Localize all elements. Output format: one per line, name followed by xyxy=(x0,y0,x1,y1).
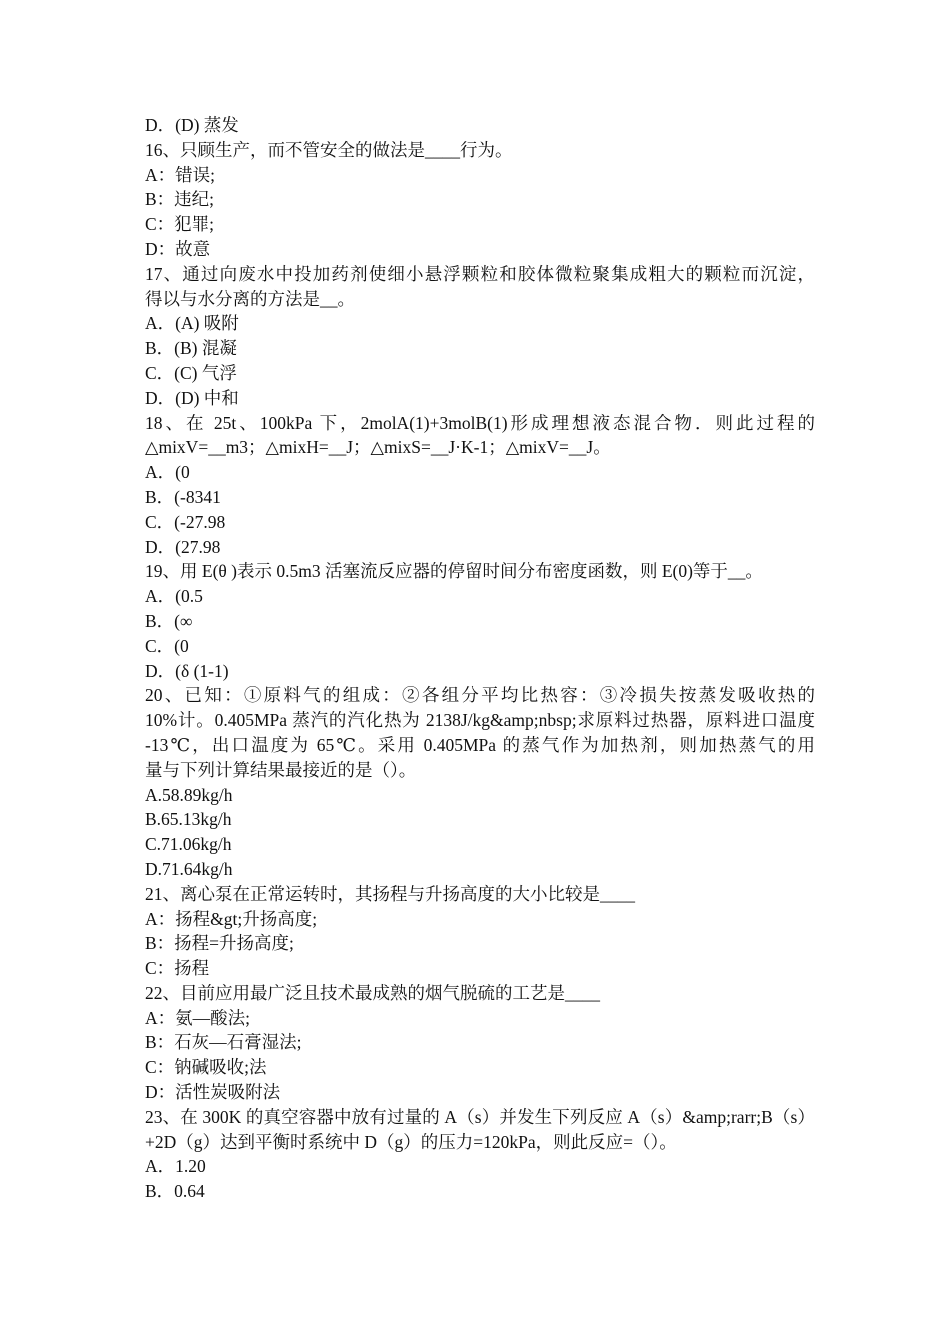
option-b: B：扬程=升扬高度; xyxy=(145,933,294,954)
option-b: B．(B) 混凝 xyxy=(145,338,237,359)
option-a: A：氨—酸法; xyxy=(145,1007,250,1028)
option-b: B．(∞ xyxy=(145,610,193,631)
option-d: D：活性炭吸附法 xyxy=(145,1082,281,1103)
document-body xyxy=(145,113,815,1204)
question-17-cont: 得以与水分离的方法是__。 xyxy=(145,288,355,309)
question-23-cont: +2D（g）达到平衡时系统中 D（g）的压力=120kPa，则此反应=（）。 xyxy=(145,1131,677,1152)
question-20-cont: 10%计。0.405MPa 蒸汽的汽化热为 2138J/kg&amp;nbsp;求原料过热器，原料进口温度 xyxy=(145,710,815,731)
question-18-cont: △mixV=__m3；△mixH=__J；△mixS=__J·K-1；△mixV=__J。 xyxy=(145,437,611,458)
option-c: C.71.06kg/h xyxy=(145,834,232,855)
question-17: 17、通过向废水中投加药剂使细小悬浮颗粒和胶体微粒聚集成粗大的颗粒而沉淀， xyxy=(145,263,815,284)
question-22: 22、目前应用最广泛且技术最成熟的烟气脱硫的工艺是____ xyxy=(145,982,600,1003)
option-b: B.65.13kg/h xyxy=(145,809,232,830)
question-19: 19、用 E(θ )表示 0.5m3 活塞流反应器的停留时间分布密度函数，则 E(0)等于__。 xyxy=(145,561,763,582)
option-b: B：违纪; xyxy=(145,189,215,210)
option-c: C：钠碱吸收;法 xyxy=(145,1057,267,1078)
option-d: D：故意 xyxy=(145,238,211,259)
option-c: C．(-27.98 xyxy=(145,511,226,532)
option-b: B．0.64 xyxy=(145,1181,205,1202)
option-a: A.58.89kg/h xyxy=(145,784,233,805)
question-20: 20、已知：①原料气的组成：②各组分平均比热容：③冷损失按蒸发吸收热的 xyxy=(145,685,815,706)
option-a: A．(0.5 xyxy=(145,586,203,607)
option-d: D．(D) 中和 xyxy=(145,387,239,408)
question-20-cont: -13℃，出口温度为 65℃。采用 0.405MPa 的蒸气作为加热剂，则加热蒸气的用 xyxy=(145,734,815,755)
option-d: D．(δ (1-1) xyxy=(145,660,229,681)
option-a: A．(A) 吸附 xyxy=(145,313,239,334)
question-23: 23、在 300K 的真空容器中放有过量的 A（s）并发生下列反应 A（s）&amp;rarr;B（s） xyxy=(145,1106,815,1127)
option-b: B：石灰—石膏湿法; xyxy=(145,1032,302,1053)
option-d: D．(27.98 xyxy=(145,536,221,557)
option-a: A：扬程&gt;升扬高度; xyxy=(145,908,318,929)
question-18: 18、在 25t、100kPa 下，2molA(1)+3molB(1)形成理想液态混合物．则此过程的 xyxy=(145,412,815,433)
text-line: D．(D) 蒸发 xyxy=(145,115,239,135)
option-c: C：扬程 xyxy=(145,958,210,979)
option-d: D.71.64kg/h xyxy=(145,858,233,879)
option-a: A：错误; xyxy=(145,164,215,185)
option-b: B．(-8341 xyxy=(145,486,221,507)
option-a: A．(0 xyxy=(145,462,190,483)
question-20-cont: 量与下列计算结果最接近的是（）。 xyxy=(145,759,417,780)
option-c: C：犯罪; xyxy=(145,214,215,235)
option-c: C．(0 xyxy=(145,635,189,656)
option-a: A．1.20 xyxy=(145,1156,206,1177)
question-16: 16、只顾生产，而不管安全的做法是____行为。 xyxy=(145,139,513,160)
question-21: 21、离心泵在正常运转时，其扬程与升扬高度的大小比较是____ xyxy=(145,883,635,904)
option-c: C．(C) 气浮 xyxy=(145,362,237,383)
